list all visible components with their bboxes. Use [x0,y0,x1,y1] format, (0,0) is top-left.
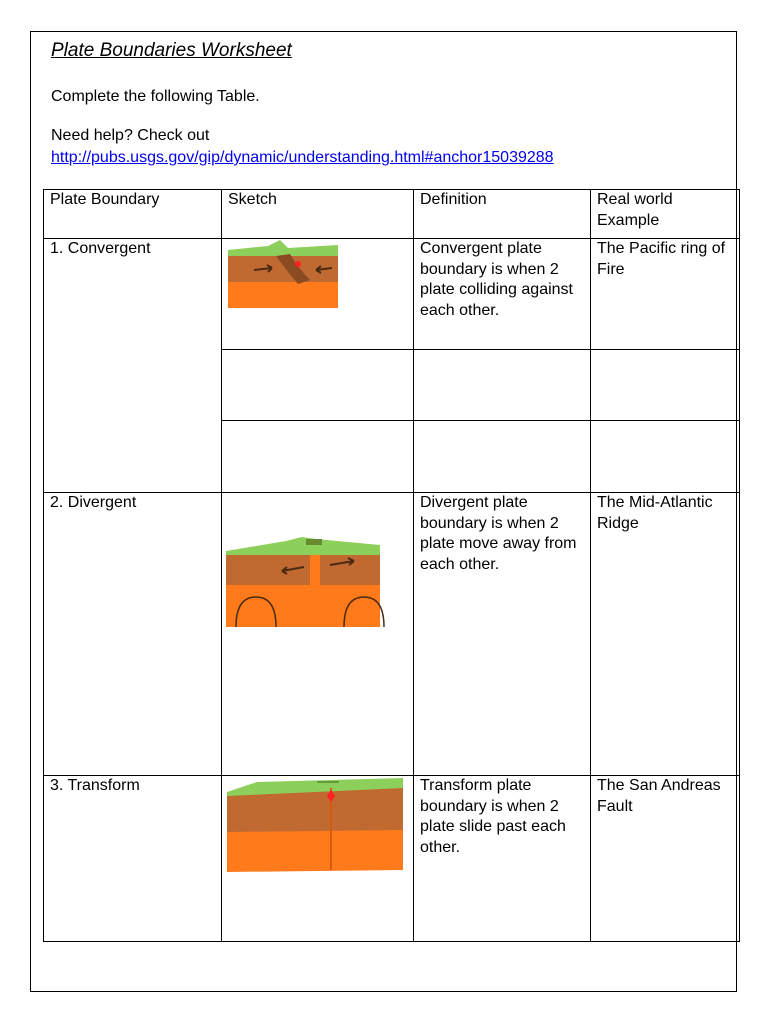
transform-boundary-diagram [227,774,407,874]
transform-definition: Transform plate boundary is when 2 plate slide past each other. [414,776,591,942]
divergent-boundary-label: 2. Divergent [44,493,222,776]
transform-example: The San Andreas Fault [591,776,740,942]
divergent-sketch-cell [222,493,414,776]
blank-sketch-cell [222,421,414,493]
instruction-text: Complete the following Table. [51,88,260,105]
convergent-sketch-cell [222,239,414,350]
transform-boundary-label: 3. Transform [44,776,222,942]
header-plate-boundary: Plate Boundary [44,190,222,239]
table-row-convergent [44,239,740,350]
table-row-transform [44,776,740,942]
convergent-boundary-label: 1. Convergent [44,239,222,493]
help-link[interactable]: http://pubs.usgs.gov/gip/dynamic/understanding.html#anchor15039288 [51,149,554,166]
divergent-definition: Divergent plate boundary is when 2 plate move away from each other. [414,493,591,776]
plate-boundaries-table [43,189,740,942]
header-real-world-example: Real world Example [591,190,740,239]
blank-example-cell [591,421,740,493]
header-definition: Definition [414,190,591,239]
divergent-boundary-diagram [226,533,386,629]
blank-definition-cell [414,421,591,493]
blank-example-cell [591,350,740,421]
table-header-row [44,190,740,239]
table-row-divergent [44,493,740,776]
divergent-example: The Mid-Atlantic Ridge [591,493,740,776]
transform-sketch-cell [222,776,414,942]
worksheet-title: Plate Boundaries Worksheet [51,40,292,61]
convergent-example: The Pacific ring of Fire [591,239,740,350]
help-text: Need help? Check out [51,127,210,144]
blank-definition-cell [414,350,591,421]
blank-sketch-cell [222,350,414,421]
convergent-boundary-diagram [228,240,340,310]
header-sketch: Sketch [222,190,414,239]
convergent-definition: Convergent plate boundary is when 2 plate colliding against each other. [414,239,591,350]
